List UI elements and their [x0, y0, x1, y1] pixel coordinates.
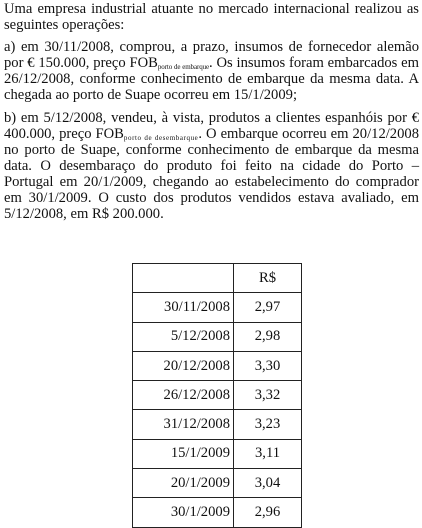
table-row — [133, 469, 302, 498]
table-row — [133, 293, 302, 322]
table-row — [133, 322, 302, 351]
rate-value-cell: 2,97 — [234, 293, 302, 322]
operation-b-text-start: b) em 5/12/2008, vendeu, à vista, produtos a clientes espanhóis por € 400.000, preço FOB — [4, 109, 419, 142]
exchange-rate-table-header-row — [133, 264, 302, 293]
document-page — [4, 1, 419, 222]
intro-paragraph: Uma empresa industrial atuante no mercado internacional realizou as seguintes operações: — [4, 1, 419, 34]
table-row — [133, 498, 302, 527]
operation-a-text-start: a) em 30/11/2008, comprou, a prazo, insumos de fornecedor alemão por € 150.000, preço FOB — [4, 39, 419, 72]
operation-b-fob-subscript: porto de desembarque — [123, 133, 199, 142]
operation-a-fob-subscript: porto de embarque — [157, 63, 210, 72]
table-row — [133, 381, 302, 410]
rate-value-cell: 3,11 — [234, 439, 302, 468]
operation-a-paragraph — [4, 39, 419, 103]
rate-value-cell: 2,98 — [234, 322, 302, 351]
table-row — [133, 410, 302, 439]
operation-a-text-end: . Os insumos foram embarcados em 26/12/2008, conforme conhecimento de embarque da mesma data. A chegada ao porto de Suape ocorreu em 15/1/2009; — [4, 55, 419, 104]
operation-b-paragraph — [4, 110, 419, 223]
rate-date-cell: 20/12/2008 — [133, 351, 234, 380]
value-column-header: R$ — [234, 264, 302, 293]
rate-date-cell: 26/12/2008 — [133, 381, 234, 410]
rate-value-cell: 2,96 — [234, 498, 302, 527]
rate-value-cell: 3,04 — [234, 469, 302, 498]
rate-value-cell: 3,30 — [234, 351, 302, 380]
table-row — [133, 351, 302, 380]
rate-value-cell: 3,23 — [234, 410, 302, 439]
rate-value-cell: 3,32 — [234, 381, 302, 410]
rate-date-cell: 30/1/2009 — [133, 498, 234, 527]
exchange-rate-table-body — [133, 293, 302, 527]
rate-date-cell: 5/12/2008 — [133, 322, 234, 351]
operation-b-text-end: . O embarque ocorreu em 20/12/2008 no porto de Suape, conforme conhecimento de embarque da mesma data. O desembaraço do produto foi feito na cidade do Porto – Portugal em 20/1/2009, chegando ao estabelecimento do comprador em 30/1/2009. O custo dos produtos vendidos estava avaliado, em 5/12/2008, em R$ 200.000. — [4, 125, 419, 223]
date-column-header — [133, 264, 234, 293]
rate-date-cell: 30/11/2008 — [133, 293, 234, 322]
rate-date-cell: 15/1/2009 — [133, 439, 234, 468]
exchange-rate-table — [132, 263, 302, 528]
table-row — [133, 439, 302, 468]
rate-date-cell: 31/12/2008 — [133, 410, 234, 439]
rate-date-cell: 20/1/2009 — [133, 469, 234, 498]
